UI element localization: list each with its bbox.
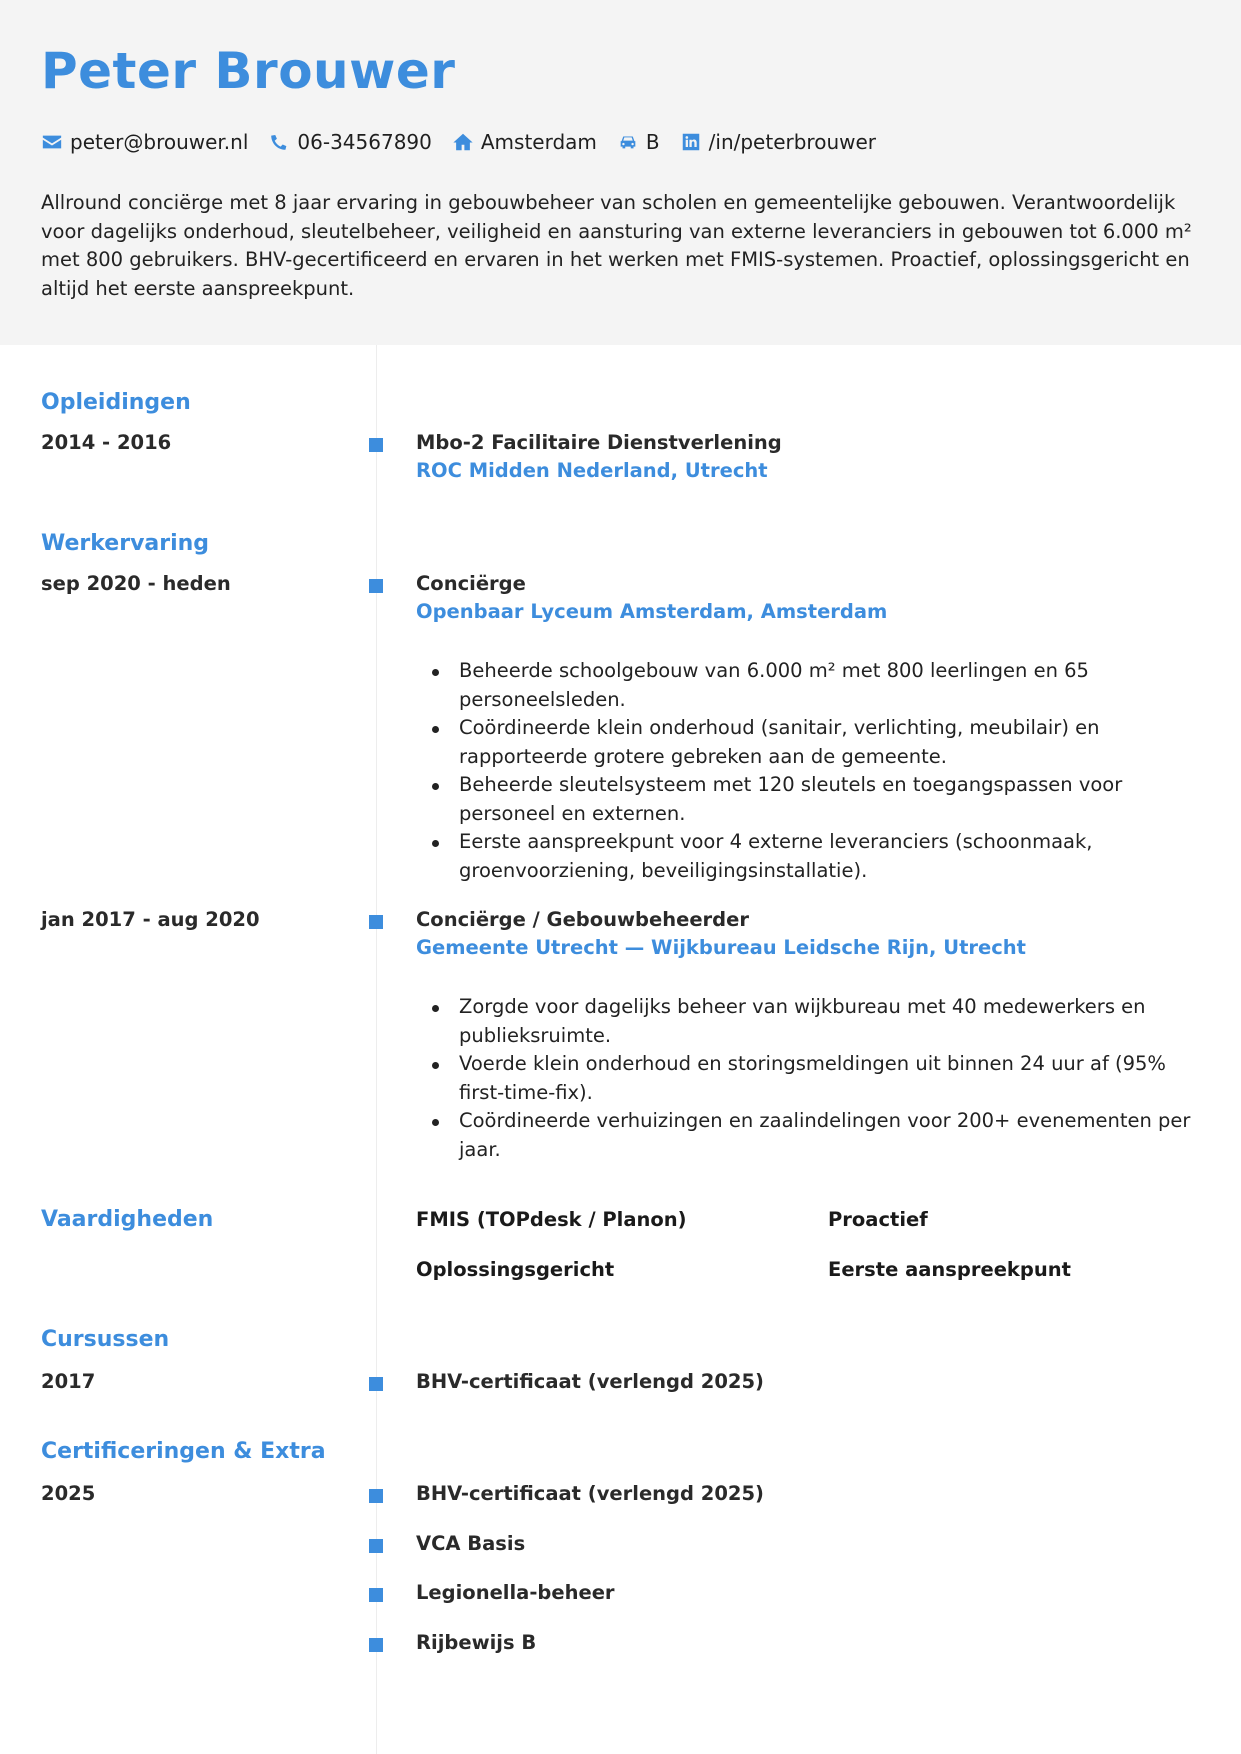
- job-responsibilities: [416, 657, 1206, 885]
- course-date: 2017: [41, 1370, 96, 1393]
- phone-icon: [268, 131, 290, 153]
- list-item: Coördineerde klein onderhoud (sanitair, verlichting, meubilair) en rapporteerde grotere gebreken aan de gemeente.: [416, 714, 1206, 771]
- timeline-marker: [369, 1489, 383, 1503]
- contact-license: [617, 130, 660, 154]
- timeline-marker: [369, 1377, 383, 1391]
- job-employer: Gemeente Utrecht — Wijkbureau Leidsche Rijn, Utrecht: [416, 936, 1026, 959]
- job-date: jan 2017 - aug 2020: [41, 908, 260, 931]
- skill-item: Proactief: [828, 1208, 928, 1231]
- timeline-marker: [369, 1638, 383, 1652]
- certification-title: Rijbewijs B: [416, 1631, 537, 1654]
- education-institution: ROC Midden Nederland, Utrecht: [416, 459, 768, 482]
- job-title: Conciërge: [416, 572, 526, 595]
- timeline-marker: [369, 1588, 383, 1602]
- candidate-name: Peter Brouwer: [41, 42, 456, 100]
- list-item: Voerde klein onderhoud en storingsmeldingen uit binnen 24 uur af (95% first-time-fix).: [416, 1050, 1206, 1107]
- timeline-marker: [369, 438, 383, 452]
- header: [0, 0, 1241, 345]
- section-title-education: Opleidingen: [41, 390, 191, 415]
- home-icon: [452, 131, 474, 153]
- contact-linkedin[interactable]: [680, 130, 876, 154]
- certification-title: VCA Basis: [416, 1532, 526, 1555]
- timeline-marker: [369, 579, 383, 593]
- list-item: Zorgde voor dagelijks beheer van wijkbureau met 40 medewerkers en publieksruimte.: [416, 993, 1206, 1050]
- contact-email[interactable]: [41, 130, 248, 154]
- contact-license-text: B: [645, 130, 660, 154]
- envelope-icon: [41, 131, 63, 153]
- contact-bar: [41, 128, 896, 156]
- list-item: Beheerde schoolgebouw van 6.000 m² met 800 leerlingen en 65 personeelsleden.: [416, 657, 1206, 714]
- section-title-courses: Cursussen: [41, 1327, 170, 1352]
- job-title: Conciërge / Gebouwbeheerder: [416, 908, 749, 931]
- list-item: Coördineerde verhuizingen en zaalindelingen voor 200+ evenementen per jaar.: [416, 1107, 1206, 1164]
- timeline-marker: [369, 915, 383, 929]
- job-responsibilities: [416, 993, 1206, 1164]
- car-icon: [617, 131, 639, 153]
- linkedin-icon: [680, 131, 702, 153]
- contact-linkedin-text: /in/peterbrouwer: [708, 130, 877, 154]
- education-title: Mbo-2 Facilitaire Dienstverlening: [416, 431, 782, 454]
- section-title-experience: Werkervaring: [41, 531, 210, 556]
- section-title-skills: Vaardigheden: [41, 1207, 214, 1232]
- contact-location-text: Amsterdam: [480, 130, 597, 154]
- skill-item: FMIS (TOPdesk / Planon): [416, 1208, 687, 1231]
- list-item: Eerste aanspreekpunt voor 4 externe leveranciers (schoonmaak, groenvoorziening, beveiligingsinstallatie).: [416, 828, 1206, 885]
- certification-title: BHV-certificaat (verlengd 2025): [416, 1482, 764, 1505]
- certification-date: 2025: [41, 1482, 96, 1505]
- timeline-marker: [369, 1539, 383, 1553]
- contact-phone[interactable]: [268, 130, 431, 154]
- skill-item: Eerste aanspreekpunt: [828, 1258, 1071, 1281]
- skill-item: Oplossingsgericht: [416, 1258, 615, 1281]
- course-title: BHV-certificaat (verlengd 2025): [416, 1370, 764, 1393]
- contact-location: [452, 130, 597, 154]
- job-date: sep 2020 - heden: [41, 572, 231, 595]
- section-title-certifications: Certificeringen & Extra: [41, 1439, 326, 1464]
- list-item: Beheerde sleutelsysteem met 120 sleutels en toegangspassen voor personeel en externen.: [416, 771, 1206, 828]
- education-date: 2014 - 2016: [41, 431, 172, 454]
- contact-phone-text: 06-34567890: [297, 130, 432, 154]
- contact-email-text: peter@brouwer.nl: [70, 130, 249, 154]
- certification-title: Legionella-beheer: [416, 1581, 615, 1604]
- profile-summary: Allround conciërge met 8 jaar ervaring in gebouwbeheer van scholen en gemeentelijke gebouwen. Verantwoordelijk voor dagelijks onderhoud, sleutelbeheer, veiligheid en aansturing van externe leveranciers in gebouwen tot 6.000 m² met 800 gebruikers. BHV-gecertificeerd en ervaren in het werken met FMIS-systemen. Proactief, oplossingsgericht en altijd het eerste aanspreekpunt.: [41, 191, 1192, 300]
- job-employer: Openbaar Lyceum Amsterdam, Amsterdam: [416, 600, 888, 623]
